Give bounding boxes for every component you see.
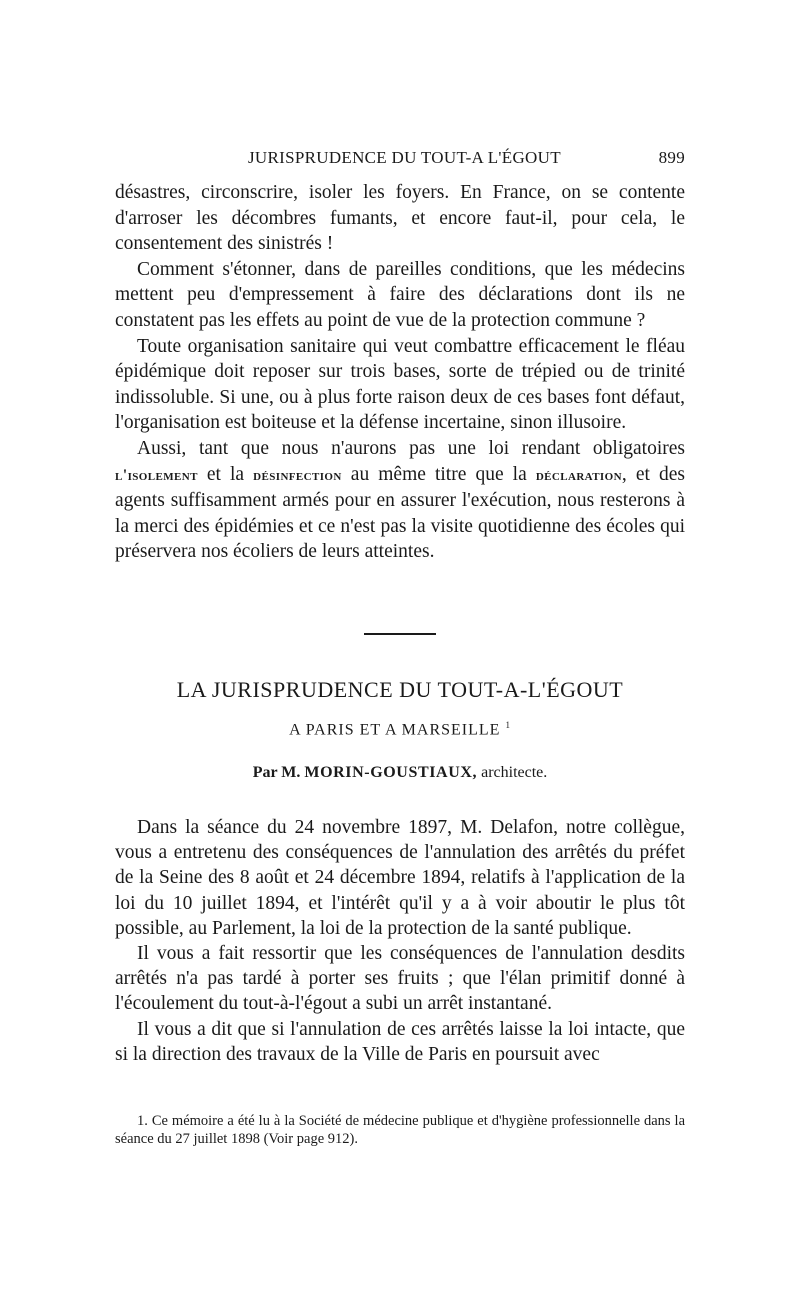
paragraph-text: Aussi, tant que nous n'aurons pas une loi rendant obligatoires	[137, 437, 685, 459]
running-head	[115, 148, 685, 172]
paragraph: Toute organisation sanitaire qui veut combattre efficacement le fléau épidémique doit reposer sur trois bases, sorte de trépied ou de trinité indissoluble. Si une, ou à plus forte raison deux de ces bases font défaut, l'organisation est boiteuse et la défense incertaine, sinon illusoire.	[115, 335, 685, 434]
paragraph-text: et la	[197, 463, 254, 485]
page-number: 899	[658, 148, 685, 167]
running-head-title: JURISPRUDENCE DU TOUT-A L'ÉGOUT	[248, 148, 561, 167]
article-body	[115, 815, 685, 1067]
article-title: LA JURISPRUDENCE DU TOUT-A-L'ÉGOUT	[176, 677, 624, 702]
small-caps-term: déclaration	[535, 466, 622, 484]
footnote	[115, 1112, 685, 1148]
small-caps-term: l'isolement	[115, 466, 198, 484]
paragraph-text: au même titre que la	[341, 463, 536, 485]
paragraph: désastres, circonscrire, isoler les foyers. En France, on se contente d'arroser les décombres fumants, et encore faut-il, pour cela, le consentement des sinistrés !	[115, 182, 685, 255]
paragraph: Il vous a fait ressortir que les conséquences de l'annulation desdits arrêtés n'a pas tardé à porter ses fruits ; que l'élan primitif donné à l'écoulement du tout-à-l'égout a subi un arrêt instantané.	[115, 943, 685, 1015]
paragraph-text: , et des agents suffisamment armés pour en assurer l'exécution, nous resterons à la merci des épidémies et ce n'est pas la visite quotidienne des écoles qui préservera nos écoliers de leurs atteintes.	[115, 463, 685, 563]
author-name: MORIN-GOUSTIAUX,	[304, 764, 478, 781]
subtitle-text: A PARIS ET A MARSEILLE	[289, 721, 501, 739]
paragraph: Dans la séance du 24 novembre 1897, M. Delafon, notre collègue, vous a entretenu des conséquences de l'annulation des arrêtés du préfet de la Seine des 8 août et 24 décembre 1894, relatifs à l'application de la loi du 10 juillet 1894, et l'intérêt qu'il y a à voir aboutir le plus tôt possible, au Parlement, la loi de la protection de la santé publique.	[115, 817, 685, 939]
small-caps-term: désinfection	[253, 466, 342, 484]
byline	[115, 764, 685, 782]
paragraph	[115, 436, 685, 565]
section-divider	[364, 633, 436, 635]
byline-prefix: Par M.	[252, 764, 301, 781]
paragraph: Il vous a dit que si l'annulation de ces arrêtés laisse la loi intacte, que si la direction des travaux de la Ville de Paris en poursuit avec	[115, 1018, 685, 1065]
paragraph: Comment s'étonner, dans de pareilles conditions, que les médecins mettent peu d'empressement à faire des déclarations dont ils ne constatent pas les effets au point de vue de la protection commune ?	[115, 258, 685, 331]
author-role: architecte.	[481, 764, 548, 781]
article-subtitle	[115, 720, 685, 739]
footnote-text: 1. Ce mémoire a été lu à la Société de médecine publique et d'hygiène professionnelle dans la séance du 27 juillet 1898 (Voir page 912).	[115, 1113, 685, 1147]
footnote-marker: 1	[505, 720, 511, 730]
previous-article-text	[115, 180, 685, 565]
